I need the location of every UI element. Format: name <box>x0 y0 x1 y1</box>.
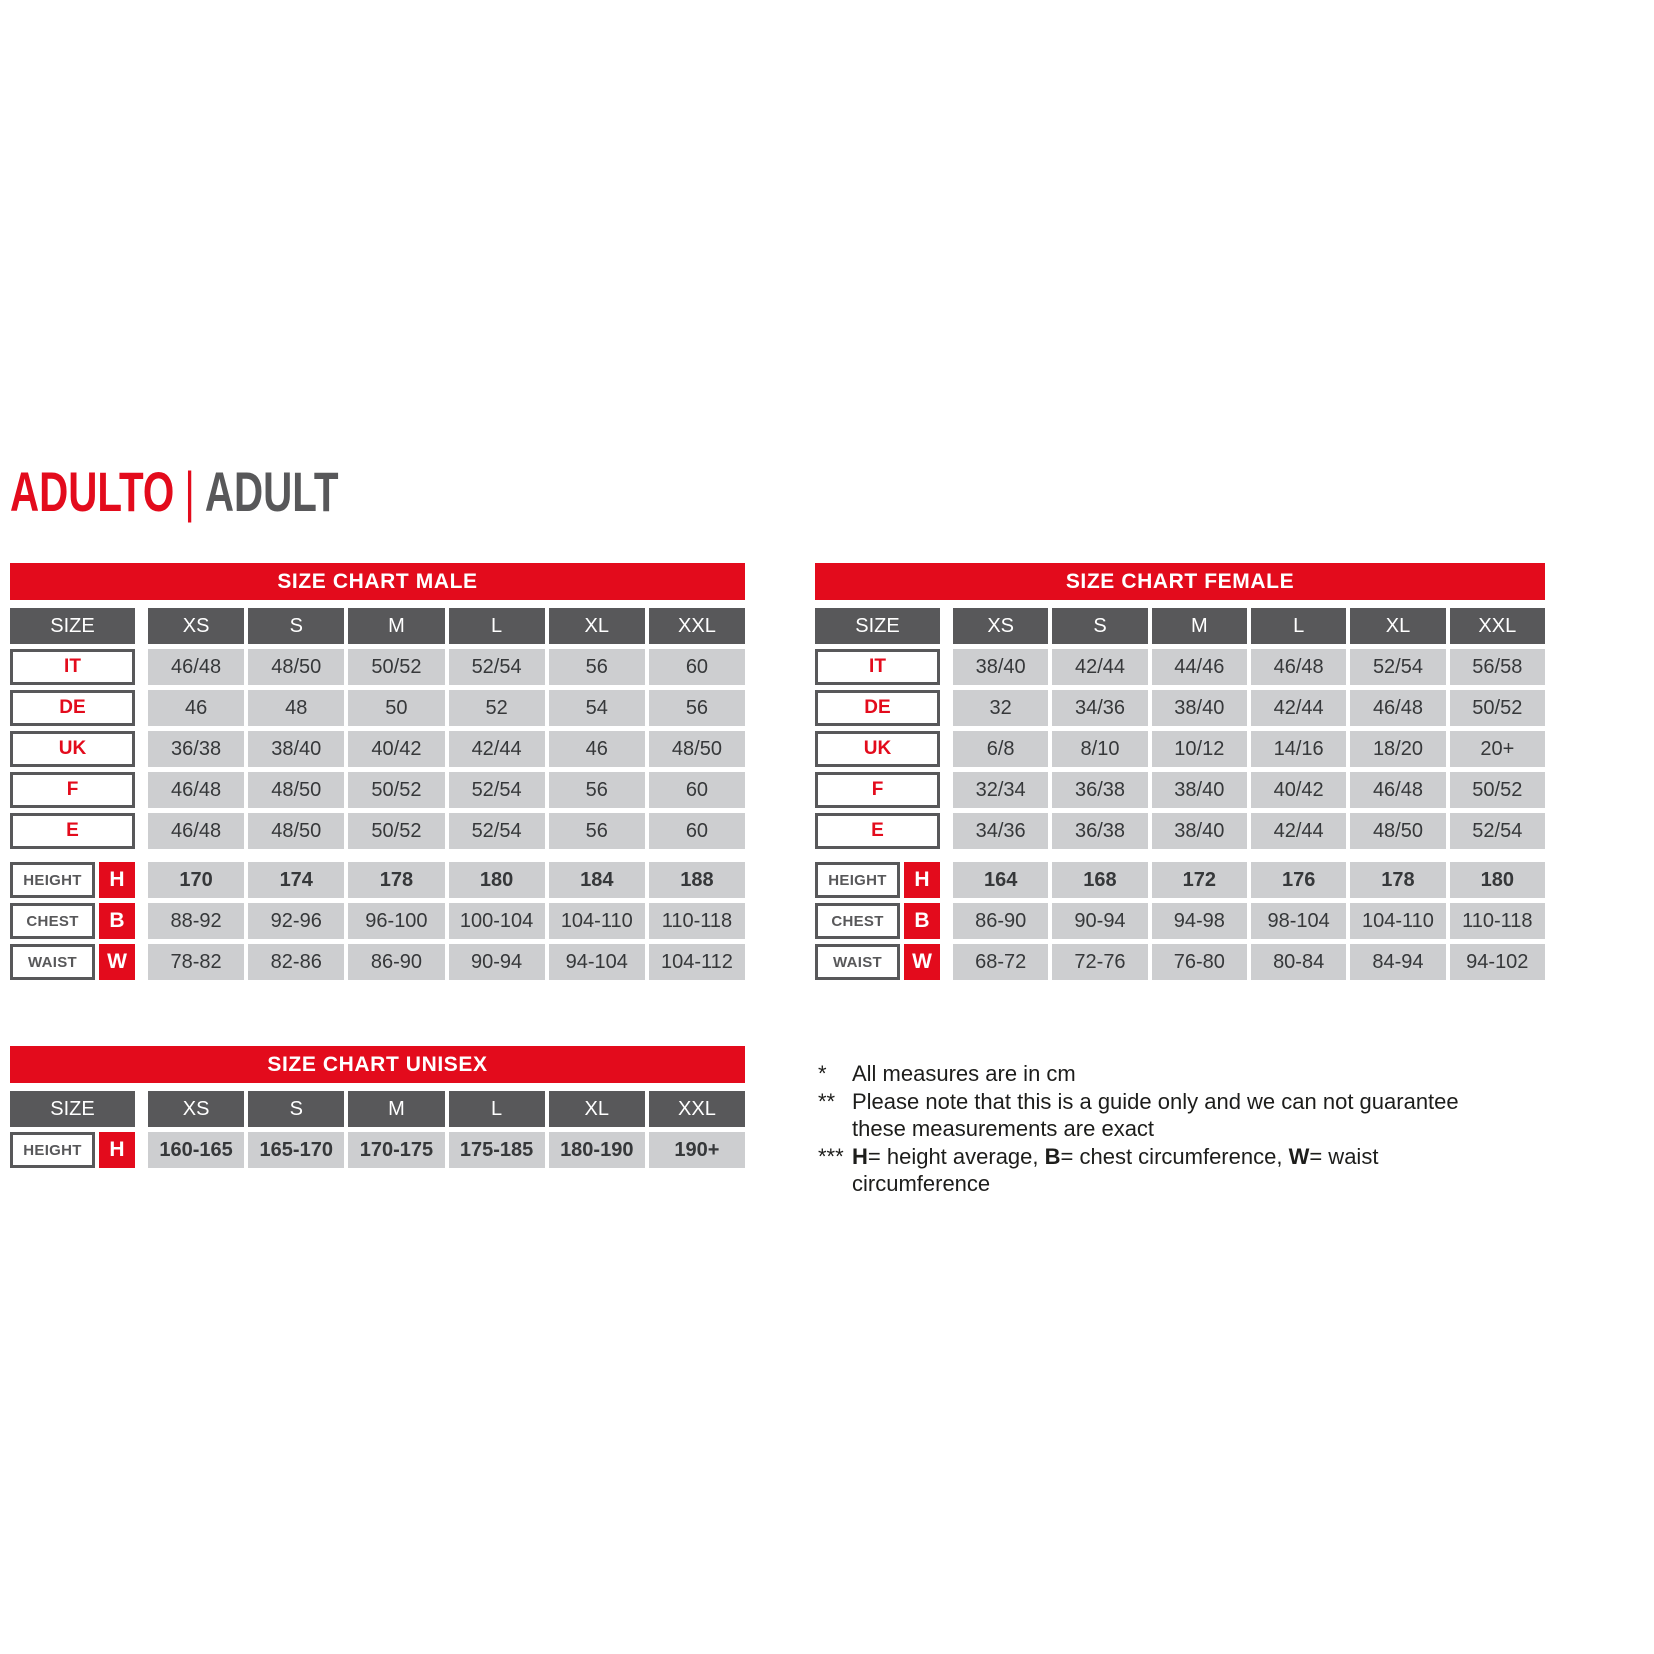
measure-label-group <box>815 862 940 898</box>
measure-row-chest <box>10 903 745 939</box>
size-value-cell: 52 <box>449 690 545 726</box>
size-value-cell: 38/40 <box>1152 772 1247 808</box>
size-value-cell: 42/44 <box>1251 813 1346 849</box>
table-title-bar: SIZE CHART UNISEX <box>10 1046 745 1083</box>
measure-row-label: HEIGHT <box>815 862 900 898</box>
size-column-header: SIZE <box>815 608 940 644</box>
size-value-cell: 48/50 <box>248 649 344 685</box>
measure-value-cell: 84-94 <box>1350 944 1445 980</box>
measure-row-height <box>10 862 745 898</box>
measure-value-cell: 176 <box>1251 862 1346 898</box>
measure-value-cell: 188 <box>649 862 745 898</box>
size-row-label: F <box>10 772 135 808</box>
size-value-cell: 8/10 <box>1052 731 1147 767</box>
size-value-cell: 42/44 <box>449 731 545 767</box>
size-value-cell: 40/42 <box>348 731 444 767</box>
size-chart-female-table <box>815 563 1545 980</box>
column-gap <box>139 608 144 644</box>
size-value-cell: 52/54 <box>449 649 545 685</box>
footnote-measures-cm <box>818 1060 1554 1088</box>
measure-value-cell: 96-100 <box>348 903 444 939</box>
legend-b-text: = chest circumference, <box>1060 1143 1289 1169</box>
size-row-de <box>10 690 745 726</box>
size-value-cell: 46/48 <box>148 772 244 808</box>
measure-key-badge: W <box>904 944 940 980</box>
measure-value-cell: 174 <box>248 862 344 898</box>
size-row-e <box>815 813 1545 849</box>
table-body <box>10 608 745 980</box>
footnote-text <box>852 1143 1508 1198</box>
size-value-cell: 46/48 <box>148 649 244 685</box>
measure-row-label: HEIGHT <box>10 1132 95 1168</box>
size-value-cell: 10/12 <box>1152 731 1247 767</box>
footnote-marker: ** <box>818 1088 836 1114</box>
measure-row-label: HEIGHT <box>10 862 95 898</box>
column-gap <box>139 1091 144 1127</box>
measure-value-cell: 180 <box>1450 862 1545 898</box>
measure-value-cell: 178 <box>1350 862 1445 898</box>
size-value-cell: 32 <box>953 690 1048 726</box>
column-gap <box>944 944 949 980</box>
size-value-cell: 44/46 <box>1152 649 1247 685</box>
size-column-header: SIZE <box>10 608 135 644</box>
size-value-cell: 52/54 <box>1350 649 1445 685</box>
measure-value-cell: 98-104 <box>1251 903 1346 939</box>
measure-value-cell: 165-170 <box>248 1132 344 1168</box>
column-header-s: S <box>248 608 344 644</box>
size-value-cell: 50/52 <box>348 649 444 685</box>
measure-value-cell: 78-82 <box>148 944 244 980</box>
table-body <box>10 1091 745 1168</box>
size-value-cell: 40/42 <box>1251 772 1346 808</box>
measure-key-badge: H <box>904 862 940 898</box>
column-gap <box>139 690 144 726</box>
column-header-l: L <box>449 1091 545 1127</box>
page-title-separator: | <box>184 460 195 523</box>
size-row-label: IT <box>10 649 135 685</box>
footnote-text: All measures are in cm <box>852 1061 1076 1086</box>
column-gap <box>944 649 949 685</box>
column-gap <box>139 903 144 939</box>
size-row-label: DE <box>10 690 135 726</box>
size-row-uk <box>10 731 745 767</box>
size-value-cell: 56/58 <box>1450 649 1545 685</box>
legend-h: H <box>852 1143 868 1169</box>
measure-label-group <box>815 903 940 939</box>
size-value-cell: 36/38 <box>148 731 244 767</box>
measure-value-cell: 94-102 <box>1450 944 1545 980</box>
measure-label-group <box>10 1132 135 1168</box>
column-gap <box>944 690 949 726</box>
measure-value-cell: 86-90 <box>348 944 444 980</box>
size-value-cell: 38/40 <box>1152 813 1247 849</box>
size-row-label: E <box>815 813 940 849</box>
measure-row-label: CHEST <box>10 903 95 939</box>
column-header-m: M <box>348 1091 444 1127</box>
size-value-cell: 18/20 <box>1350 731 1445 767</box>
column-gap <box>944 862 949 898</box>
column-header-xxl: XXL <box>1450 608 1545 644</box>
measure-label-group <box>10 903 135 939</box>
column-header-xs: XS <box>148 1091 244 1127</box>
size-value-cell: 48/50 <box>1350 813 1445 849</box>
size-chart-male-table <box>10 563 745 980</box>
measure-value-cell: 90-94 <box>1052 903 1147 939</box>
column-gap <box>139 944 144 980</box>
size-value-cell: 46/48 <box>1350 690 1445 726</box>
measure-key-badge: B <box>904 903 940 939</box>
column-gap <box>944 731 949 767</box>
footnote-guide-only <box>818 1088 1554 1143</box>
size-value-cell: 52/54 <box>449 813 545 849</box>
measure-value-cell: 168 <box>1052 862 1147 898</box>
size-value-cell: 14/16 <box>1251 731 1346 767</box>
size-value-cell: 36/38 <box>1052 813 1147 849</box>
measure-value-cell: 190+ <box>649 1132 745 1168</box>
size-column-header: SIZE <box>10 1091 135 1127</box>
size-row-label: F <box>815 772 940 808</box>
measure-row-label: WAIST <box>815 944 900 980</box>
size-row-label: UK <box>10 731 135 767</box>
size-value-cell: 50/52 <box>1450 690 1545 726</box>
size-row-f <box>815 772 1545 808</box>
measure-value-cell: 110-118 <box>1450 903 1545 939</box>
size-row-f <box>10 772 745 808</box>
measure-value-cell: 160-165 <box>148 1132 244 1168</box>
measure-value-cell: 170-175 <box>348 1132 444 1168</box>
table-header-row <box>10 1091 745 1127</box>
footnote-marker: *** <box>818 1143 844 1169</box>
column-header-s: S <box>248 1091 344 1127</box>
size-value-cell: 38/40 <box>1152 690 1247 726</box>
table-title-bar: SIZE CHART MALE <box>10 563 745 600</box>
column-header-xl: XL <box>549 608 645 644</box>
size-row-uk <box>815 731 1545 767</box>
size-value-cell: 50/52 <box>348 772 444 808</box>
size-row-it <box>10 649 745 685</box>
size-value-cell: 56 <box>649 690 745 726</box>
size-value-cell: 48/50 <box>248 772 344 808</box>
size-value-cell: 60 <box>649 813 745 849</box>
measure-value-cell: 175-185 <box>449 1132 545 1168</box>
measure-value-cell: 104-110 <box>1350 903 1445 939</box>
measure-value-cell: 180 <box>449 862 545 898</box>
page-title <box>10 460 466 523</box>
column-gap <box>139 813 144 849</box>
table-body <box>815 608 1545 980</box>
footnote-text: Please note that this is a guide only and we can not guarantee these measurements are exact <box>852 1088 1459 1141</box>
measure-key-badge: H <box>99 862 135 898</box>
size-row-label: E <box>10 813 135 849</box>
legend-b: B <box>1044 1143 1061 1169</box>
page-title-primary: ADULTO <box>10 460 175 523</box>
size-value-cell: 52/54 <box>449 772 545 808</box>
measure-key-badge: H <box>99 1132 135 1168</box>
column-gap <box>139 649 144 685</box>
measure-row-height <box>815 862 1545 898</box>
size-value-cell: 54 <box>549 690 645 726</box>
column-header-xl: XL <box>1350 608 1445 644</box>
column-header-m: M <box>1152 608 1247 644</box>
size-value-cell: 50 <box>348 690 444 726</box>
measure-key-badge: B <box>99 903 135 939</box>
measure-value-cell: 170 <box>148 862 244 898</box>
size-value-cell: 46 <box>148 690 244 726</box>
column-gap <box>944 903 949 939</box>
size-value-cell: 46/48 <box>1350 772 1445 808</box>
column-header-l: L <box>449 608 545 644</box>
column-header-xl: XL <box>549 1091 645 1127</box>
column-gap <box>139 862 144 898</box>
size-value-cell: 38/40 <box>953 649 1048 685</box>
size-value-cell: 32/34 <box>953 772 1048 808</box>
measure-value-cell: 164 <box>953 862 1048 898</box>
size-value-cell: 20+ <box>1450 731 1545 767</box>
measure-value-cell: 180-190 <box>549 1132 645 1168</box>
size-value-cell: 48/50 <box>649 731 745 767</box>
column-gap <box>139 772 144 808</box>
measure-value-cell: 82-86 <box>248 944 344 980</box>
column-header-xs: XS <box>148 608 244 644</box>
measure-key-badge: W <box>99 944 135 980</box>
size-value-cell: 6/8 <box>953 731 1048 767</box>
column-header-l: L <box>1251 608 1346 644</box>
size-value-cell: 42/44 <box>1052 649 1147 685</box>
measure-value-cell: 80-84 <box>1251 944 1346 980</box>
measure-row-height <box>10 1132 745 1168</box>
measure-row-chest <box>815 903 1545 939</box>
footnote-legend <box>818 1143 1554 1198</box>
table-title-bar: SIZE CHART FEMALE <box>815 563 1545 600</box>
size-row-it <box>815 649 1545 685</box>
column-header-xxl: XXL <box>649 608 745 644</box>
measure-value-cell: 92-96 <box>248 903 344 939</box>
measure-row-waist <box>10 944 745 980</box>
legend-w: W <box>1288 1143 1310 1169</box>
measure-value-cell: 68-72 <box>953 944 1048 980</box>
size-value-cell: 38/40 <box>248 731 344 767</box>
measure-value-cell: 94-104 <box>549 944 645 980</box>
size-value-cell: 36/38 <box>1052 772 1147 808</box>
size-value-cell: 34/36 <box>1052 690 1147 726</box>
measure-row-label: WAIST <box>10 944 95 980</box>
column-gap <box>139 731 144 767</box>
column-header-xs: XS <box>953 608 1048 644</box>
column-gap <box>944 813 949 849</box>
footnotes <box>818 1060 1554 1198</box>
size-value-cell: 56 <box>549 772 645 808</box>
size-value-cell: 60 <box>649 649 745 685</box>
measure-value-cell: 110-118 <box>649 903 745 939</box>
legend-h-text: = height average, <box>867 1143 1045 1169</box>
size-value-cell: 56 <box>549 813 645 849</box>
column-header-s: S <box>1052 608 1147 644</box>
size-chart-unisex-table <box>10 1046 745 1168</box>
size-row-label: UK <box>815 731 940 767</box>
size-value-cell: 56 <box>549 649 645 685</box>
measure-value-cell: 100-104 <box>449 903 545 939</box>
size-row-label: DE <box>815 690 940 726</box>
measure-value-cell: 88-92 <box>148 903 244 939</box>
page-title-secondary: ADULT <box>204 460 339 523</box>
size-value-cell: 48 <box>248 690 344 726</box>
measure-value-cell: 90-94 <box>449 944 545 980</box>
measure-value-cell: 184 <box>549 862 645 898</box>
measure-value-cell: 94-98 <box>1152 903 1247 939</box>
size-row-de <box>815 690 1545 726</box>
column-gap <box>944 608 949 644</box>
measure-value-cell: 72-76 <box>1052 944 1147 980</box>
size-value-cell: 60 <box>649 772 745 808</box>
measure-value-cell: 104-112 <box>649 944 745 980</box>
column-header-m: M <box>348 608 444 644</box>
size-value-cell: 46/48 <box>148 813 244 849</box>
measure-value-cell: 86-90 <box>953 903 1048 939</box>
measure-label-group <box>10 862 135 898</box>
table-header-row <box>815 608 1545 644</box>
measure-label-group <box>10 944 135 980</box>
size-value-cell: 46/48 <box>1251 649 1346 685</box>
size-value-cell: 50/52 <box>1450 772 1545 808</box>
measure-value-cell: 178 <box>348 862 444 898</box>
footnote-marker: * <box>818 1061 827 1086</box>
size-value-cell: 46 <box>549 731 645 767</box>
measure-label-group <box>815 944 940 980</box>
column-gap <box>139 1132 144 1168</box>
size-value-cell: 42/44 <box>1251 690 1346 726</box>
size-value-cell: 52/54 <box>1450 813 1545 849</box>
measure-row-label: CHEST <box>815 903 900 939</box>
size-row-e <box>10 813 745 849</box>
size-row-label: IT <box>815 649 940 685</box>
column-gap <box>944 772 949 808</box>
table-header-row <box>10 608 745 644</box>
size-value-cell: 48/50 <box>248 813 344 849</box>
legend-w-text: = waist circumference <box>852 1143 1379 1196</box>
size-value-cell: 34/36 <box>953 813 1048 849</box>
column-header-xxl: XXL <box>649 1091 745 1127</box>
measure-value-cell: 172 <box>1152 862 1247 898</box>
size-value-cell: 50/52 <box>348 813 444 849</box>
measure-value-cell: 104-110 <box>549 903 645 939</box>
measure-value-cell: 76-80 <box>1152 944 1247 980</box>
measure-row-waist <box>815 944 1545 980</box>
